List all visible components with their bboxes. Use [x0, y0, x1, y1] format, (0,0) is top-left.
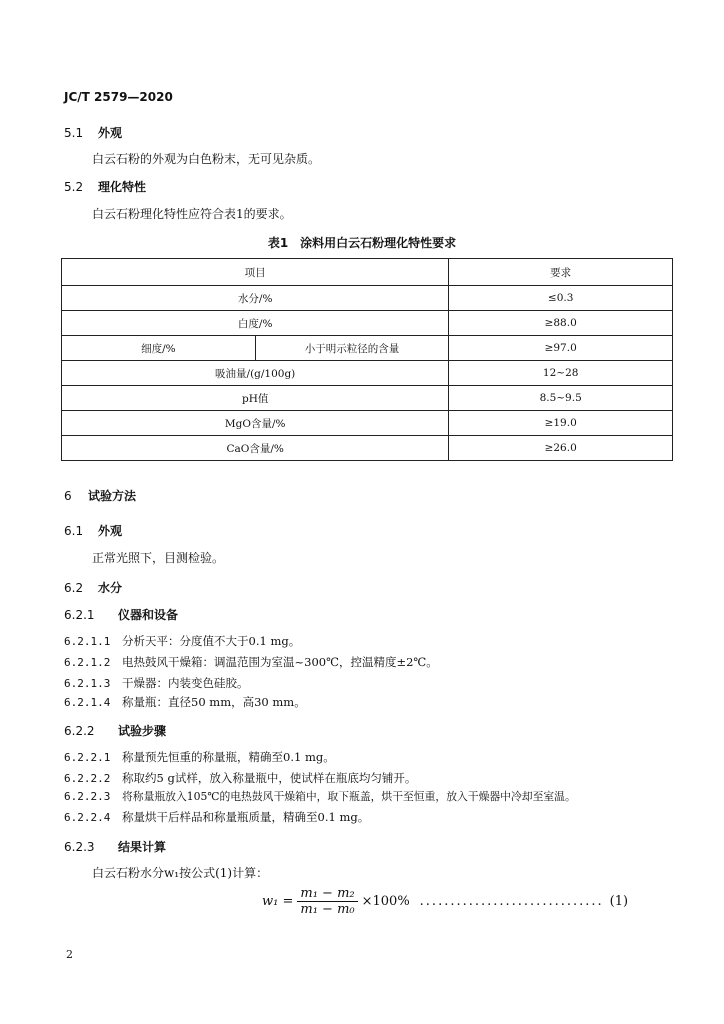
- moisture-formula: [262, 886, 628, 917]
- section-6-2-3-heading: 6.2.3 结果计算: [64, 840, 167, 854]
- section-6-2-3-text: 白云石粉水分w₁按公式(1)计算：: [92, 866, 269, 880]
- cell-item: MgO含量/%: [62, 411, 449, 436]
- section-5-2-heading: 5.2 理化特性: [64, 180, 147, 194]
- table-row: [62, 361, 673, 386]
- formula-denominator: m₁ − m₀: [300, 902, 355, 917]
- list-item: 6.2.1.4 称量瓶：直径50 mm，高30 mm。: [64, 695, 306, 709]
- table-row: [62, 386, 673, 411]
- section-6-1-heading: 6.1 外观: [64, 524, 123, 538]
- cell-item: 白度/%: [62, 311, 449, 336]
- header-item: 项目: [62, 259, 449, 286]
- cell-requirement: ≥26.0: [449, 436, 673, 461]
- cell-requirement: ≥97.0: [449, 336, 673, 361]
- table-row: [62, 311, 673, 336]
- section-6-2-2-heading: 6.2.2 试验步骤: [64, 724, 167, 738]
- standard-number: JC/T 2579—2020: [64, 90, 173, 104]
- cell-requirement: ≤0.3: [449, 286, 673, 311]
- table-row: [62, 336, 673, 361]
- table-header-row: [62, 259, 673, 286]
- list-item: 6.2.1.1 分析天平：分度值不大于0.1 mg。: [64, 634, 301, 648]
- cell-requirement: 12~28: [449, 361, 673, 386]
- list-item: 6.2.1.2 电热鼓风干燥箱：调温范围为室温~300℃，控温精度±2℃。: [64, 655, 438, 669]
- section-5-1-heading: 5.1 外观: [64, 126, 123, 140]
- cell-requirement: 8.5~9.5: [449, 386, 673, 411]
- cell-item: CaO含量/%: [62, 436, 449, 461]
- section-5-2-text: 白云石粉理化特性应符合表1的要求。: [92, 207, 292, 221]
- formula-numerator: m₁ − m₂: [297, 886, 357, 902]
- cell-item: pH值: [62, 386, 449, 411]
- table-row: [62, 436, 673, 461]
- cell-item: 水分/%: [62, 286, 449, 311]
- table-row: [62, 286, 673, 311]
- list-item: 6.2.2.1 称量预先恒重的称量瓶，精确至0.1 mg。: [64, 750, 335, 764]
- page-number: 2: [66, 948, 73, 961]
- cell-requirement: ≥88.0: [449, 311, 673, 336]
- header-requirement: 要求: [449, 259, 673, 286]
- cell-subitem: 小于明示粒径的含量: [255, 336, 449, 361]
- formula-number: (1): [609, 894, 629, 909]
- list-item: 6.2.2.2 称取约5 g试样，放入称量瓶中，使试样在瓶底均匀铺开。: [64, 771, 417, 785]
- section-6-1-text: 正常光照下，目测检验。: [92, 551, 225, 565]
- section-6-2-heading: 6.2 水分: [64, 581, 123, 595]
- table-row: [62, 411, 673, 436]
- section-5-1-text: 白云石粉的外观为白色粉末，无可见杂质。: [92, 152, 321, 166]
- cell-item: 吸油量/(g/100g): [62, 361, 449, 386]
- formula-percent: ×100%: [361, 894, 410, 909]
- formula-lhs: w₁ =: [262, 894, 294, 909]
- list-item: 6.2.2.3 将称量瓶放入105℃的电热鼓风干燥箱中，取下瓶盖，烘干至恒重，放入干燥器中冷却至室温。: [64, 790, 576, 803]
- list-item: 6.2.1.3 干燥器：内装变色硅胶。: [64, 676, 249, 690]
- table-caption: 表1 涂料用白云石粉理化特性要求: [267, 236, 457, 250]
- formula-leader-dots: ..............................: [419, 894, 604, 909]
- section-6-2-1-heading: 6.2.1 仪器和设备: [64, 608, 179, 622]
- formula-fraction: [297, 886, 357, 917]
- cell-requirement: ≥19.0: [449, 411, 673, 436]
- requirements-table: [61, 258, 673, 461]
- section-6-heading: 6 试验方法: [64, 489, 137, 503]
- cell-item: 细度/%: [62, 336, 256, 361]
- list-item: 6.2.2.4 称量烘干后样品和称量瓶质量，精确至0.1 mg。: [64, 810, 370, 824]
